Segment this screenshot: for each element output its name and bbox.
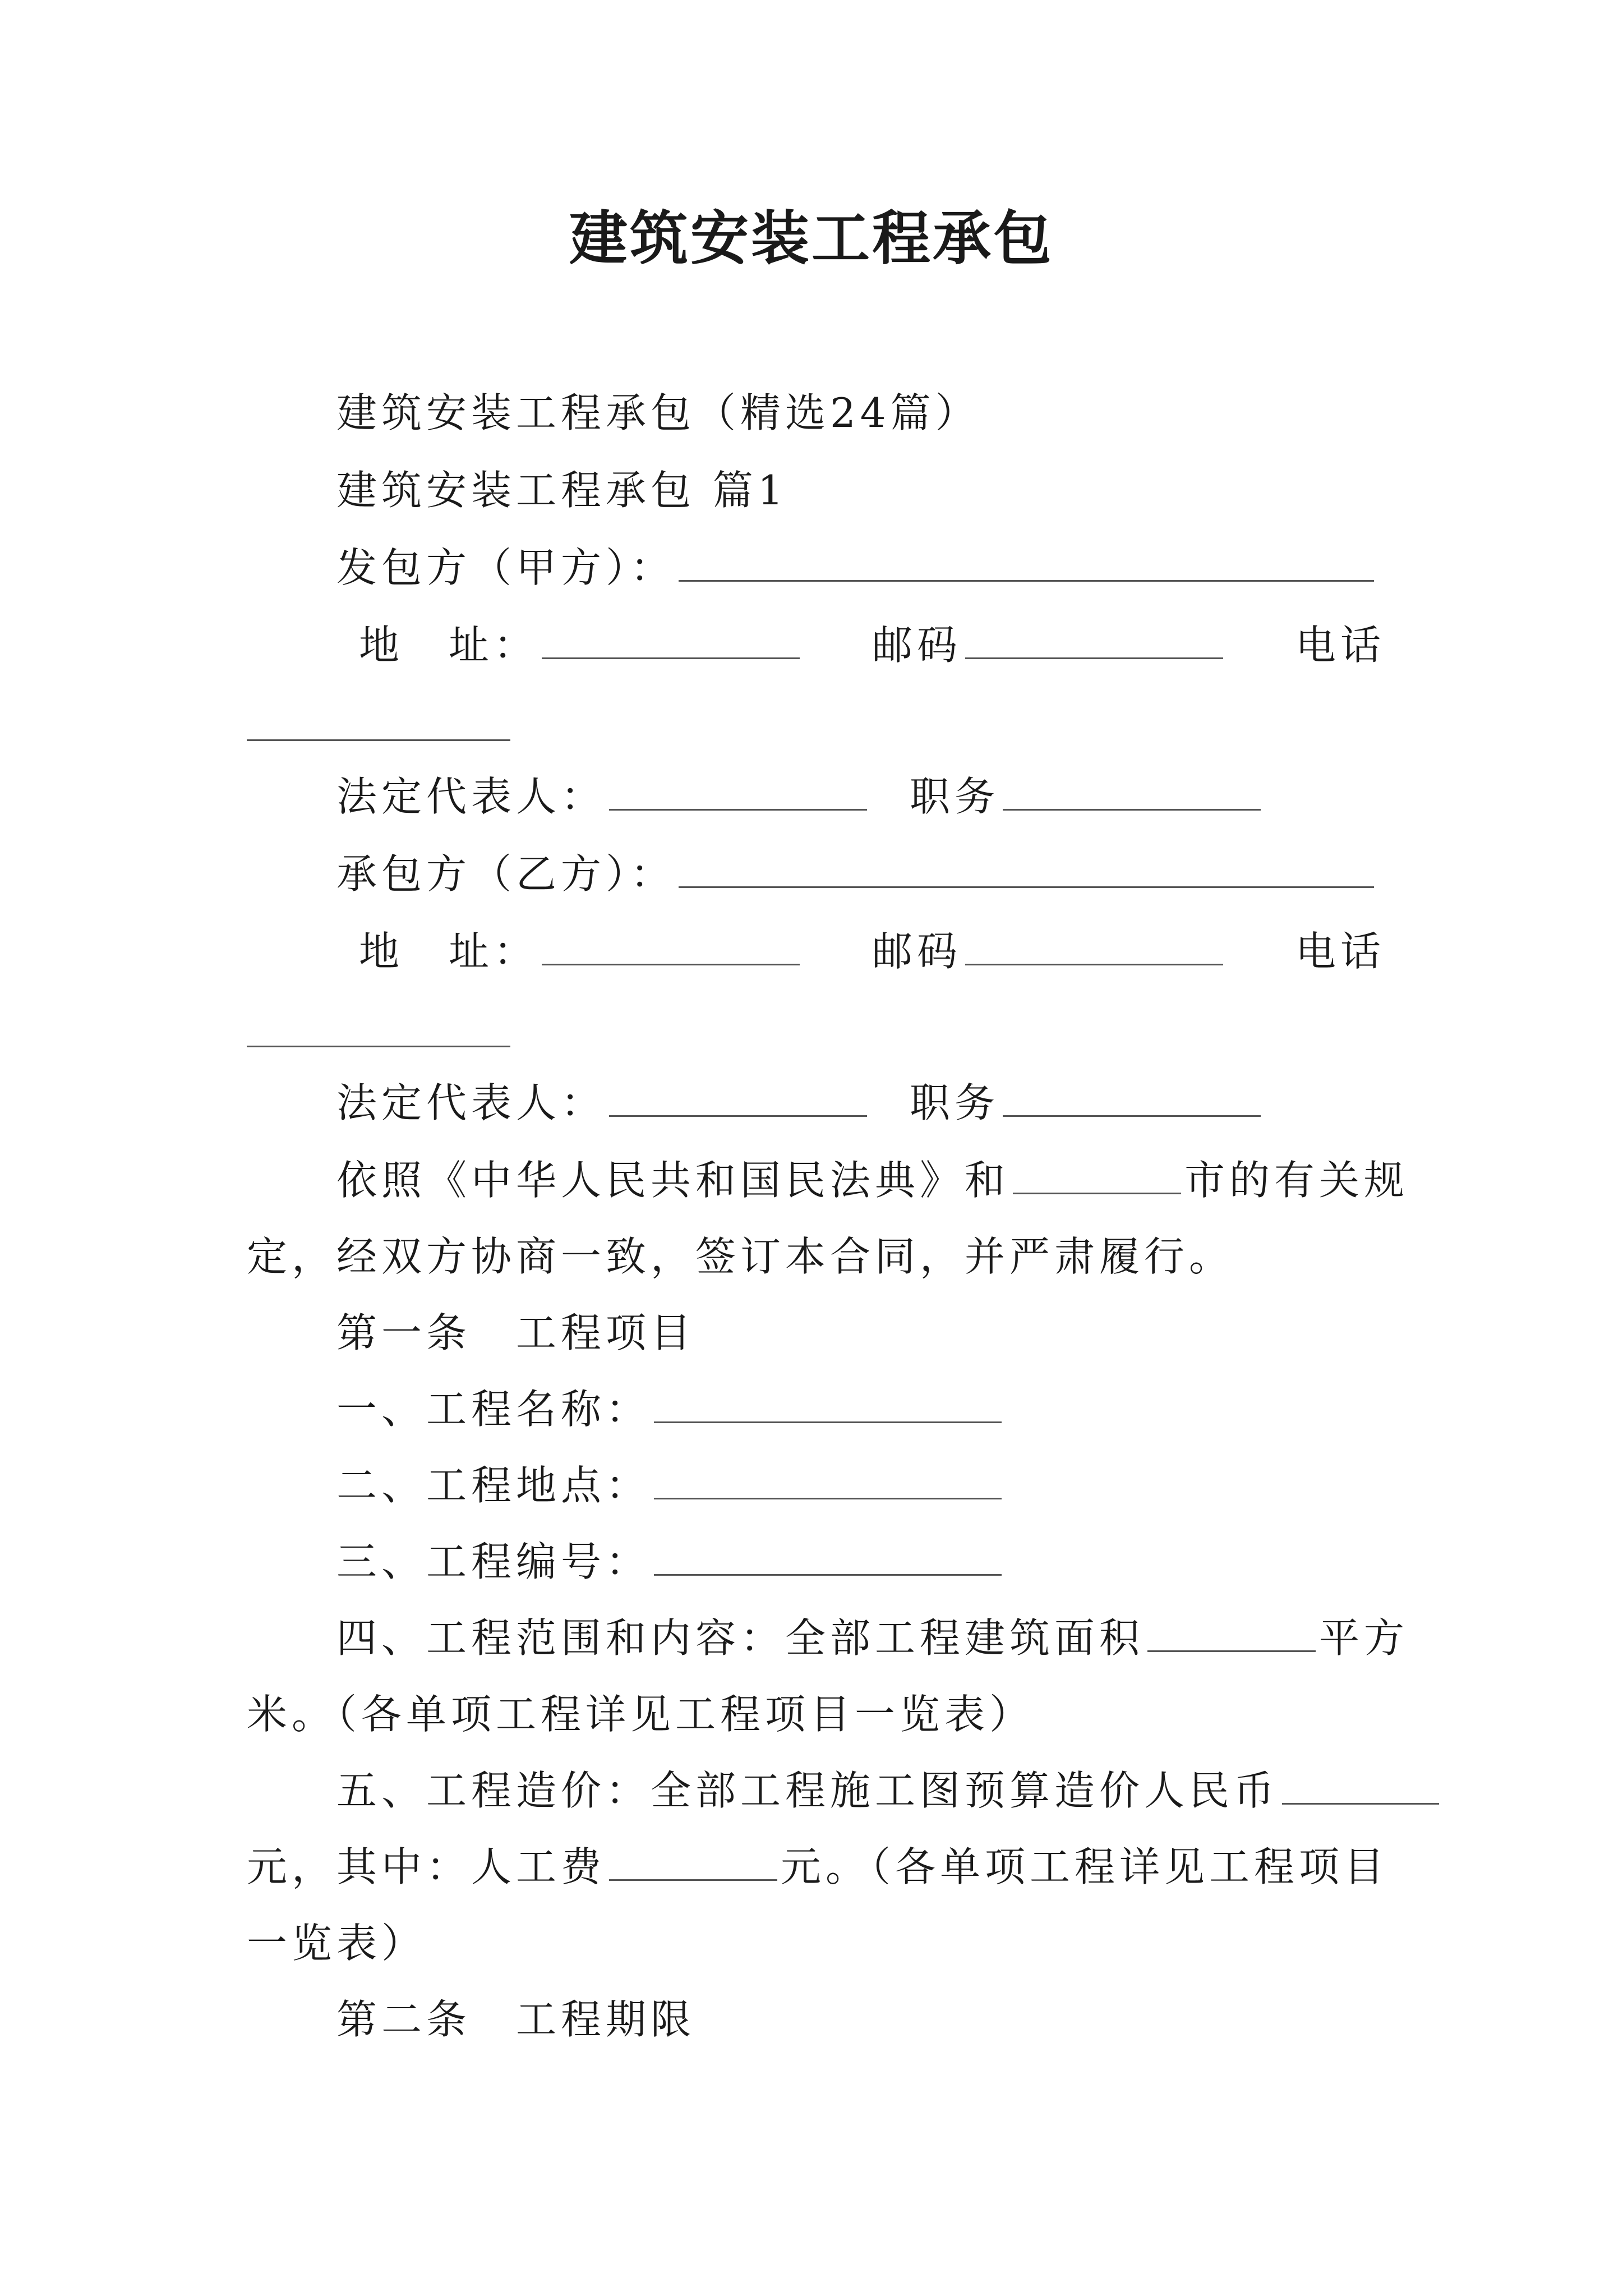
item-4-text-1: 四、工程范围和内容：全部工程建筑面积 [336,1614,1145,1662]
position-blank [1003,776,1261,811]
postcode-label: 邮码 [872,622,962,669]
item-5-line-1 [247,1752,1442,1829]
item-5-text-4: 一览表） [247,1920,427,1967]
item-2-line [247,1447,1005,1524]
item-4-text-3: 米。（各单项工程详见工程项目一览表） [247,1691,1035,1738]
legal-rep-label: 法定代表人： [336,773,606,820]
basis-line-2 [247,1218,1234,1295]
project-name-blank [654,1389,1002,1423]
postcode-blank [965,625,1223,659]
item-3-line [247,1524,1005,1600]
article-1-text: 第一条 工程项目 [336,1309,696,1356]
address-blank [542,625,800,659]
address-label: 地 址： [359,928,539,975]
legal-rep-label: 法定代表人： [336,1079,606,1126]
party-b-contact-row [247,913,1385,990]
item-3-label: 三、工程编号： [336,1538,651,1585]
subtitle: 建筑安装工程承包（精选24篇） [336,389,980,436]
item-4-line-1 [247,1600,1409,1676]
item-5-line-3 [247,1905,426,1981]
document-title: 建筑安装工程承包 [569,204,1054,273]
party-a-phone-blank [247,739,510,741]
party-b-rep-line [247,1065,1264,1141]
item-5-text-3: 元。（各单项工程详见工程项目 [781,1843,1389,1890]
item-1-line [247,1371,1005,1447]
item-5-text-2: 元，其中：人工费 [247,1843,606,1890]
article-2-heading [247,1981,695,2058]
party-a-contact-row [247,607,1385,683]
article-1-heading [247,1295,695,1371]
legal-rep-blank [609,1083,867,1117]
party-a-line [247,530,1377,606]
address-blank [542,931,800,965]
party-a-postcode-group [872,607,1227,683]
phone-label: 电话 [1295,928,1385,975]
party-b-postcode-group [872,913,1227,990]
postcode-label: 邮码 [872,928,962,975]
party-b-phone-blank [247,1046,510,1047]
position-blank [1003,1083,1261,1117]
party-a-blank [679,547,1374,582]
basis-text-1: 依照《中华人民共和国民法典》和 [336,1157,1010,1204]
item-2-label: 二、工程地点： [336,1462,651,1509]
item-5-line-2 [247,1829,1389,1905]
legal-rep-blank [609,776,867,811]
basis-text-3: 定，经双方协商一致，签订本合同，并严肃履行。 [247,1233,1234,1280]
total-cost-blank [1282,1770,1439,1805]
phone-label: 电话 [1295,622,1385,669]
labor-cost-blank [609,1847,777,1881]
chapter-heading: 建筑安装工程承包 篇1 [336,467,788,514]
postcode-blank [965,931,1223,965]
party-a-address-group [359,607,803,683]
item-4-line-2 [247,1676,1034,1752]
area-blank [1147,1618,1316,1652]
item-1-label: 一、工程名称： [336,1386,651,1433]
basis-text-2: 市的有关规 [1184,1157,1409,1204]
position-label: 职务 [910,1079,1000,1126]
item-5-text-1: 五、工程造价：全部工程施工图预算造价人民币 [336,1767,1279,1814]
party-a-label: 发包方（甲方）： [336,544,676,591]
basis-line-1 [247,1142,1409,1218]
article-2-text: 第二条 工程期限 [336,1996,696,2043]
project-location-blank [654,1465,1002,1499]
chapter-line [247,452,788,528]
party-b-blank [679,854,1374,888]
address-label: 地 址： [359,622,539,669]
project-number-blank [654,1542,1002,1576]
city-blank [1013,1160,1181,1194]
subtitle-line [247,375,980,451]
position-label: 职务 [910,773,1000,820]
party-a-rep-line [247,758,1264,835]
party-b-label: 承包方（乙方）： [336,850,676,898]
party-b-address-group [359,913,803,990]
item-4-text-2: 平方 [1319,1614,1409,1662]
party-b-line [247,836,1377,912]
